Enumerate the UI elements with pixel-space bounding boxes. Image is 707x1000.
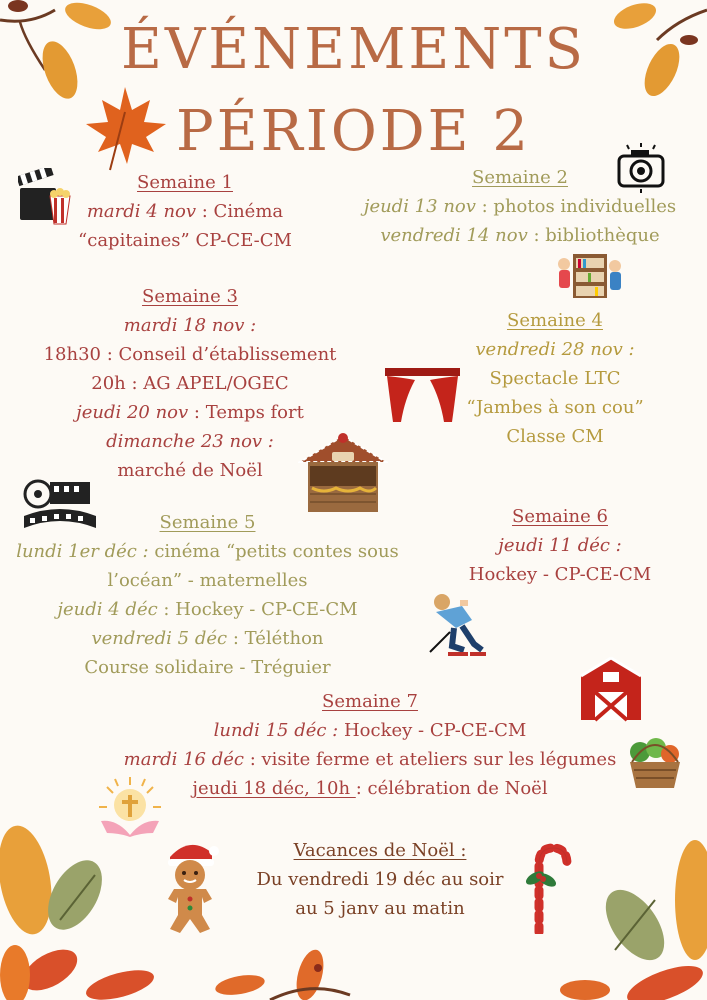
week5-line5: Course solidaire - Tréguier (84, 657, 331, 678)
week4-heading: Semaine 4 (507, 310, 603, 331)
week6-section (440, 502, 680, 589)
film-camera-icon (20, 472, 98, 532)
week6-date: jeudi 11 déc : (498, 535, 622, 556)
praying-hands-cross-icon (97, 775, 163, 841)
week7-section (115, 687, 625, 803)
holidays-line1: Du vendredi 19 déc au soir (256, 869, 504, 890)
week1-heading: Semaine 1 (137, 172, 233, 193)
page-title-line2: PÉRIODE 2 (176, 99, 531, 164)
week2-line2-event: : bibliothèque (527, 225, 660, 246)
week1-date: mardi 4 nov (86, 201, 197, 222)
week5-line4-date: vendredi 5 déc (91, 628, 228, 649)
week7-line1-date: lundi 15 déc : (213, 720, 339, 741)
gingerbread-man-icon (156, 835, 224, 935)
clapperboard-popcorn-icon (18, 168, 73, 226)
vegetable-basket-icon (626, 732, 684, 790)
week6-heading: Semaine 6 (512, 506, 608, 527)
week7-line2-date: mardi 16 déc (123, 749, 244, 770)
week5-section (5, 508, 410, 682)
christmas-market-stall-icon (298, 432, 388, 514)
week3-event3: : Temps fort (188, 402, 304, 423)
candy-cane-icon (515, 842, 575, 934)
week4-line3: Classe CM (506, 426, 604, 447)
week7-line1-event: Hockey - CP-CE-CM (338, 720, 527, 741)
week4-date: vendredi 28 nov : (475, 339, 635, 360)
week3-date2: jeudi 20 nov (76, 402, 189, 423)
week3-event4: marché de Noël (117, 460, 263, 481)
week3-heading: Semaine 3 (142, 286, 238, 307)
week3-event2: 20h : AG APEL/OGEC (91, 373, 289, 394)
children-bookshelf-icon (555, 250, 623, 302)
week5-line3-date: jeudi 4 déc (57, 599, 158, 620)
week5-line3-event: : Hockey - CP-CE-CM (157, 599, 358, 620)
week6-event: Hockey - CP-CE-CM (468, 564, 652, 585)
week7-line3-event: : célébration de Noël (355, 778, 548, 799)
week1-event-a: : Cinéma (196, 201, 284, 222)
autumn-leaves-bottom-center-icon (210, 940, 370, 1000)
week5-line1-date: lundi 1er déc : (16, 541, 149, 562)
hockey-player-icon (426, 590, 490, 660)
week4-line2: “Jambes à son cou” (466, 397, 644, 418)
week3-date1: mardi 18 nov : (123, 315, 257, 336)
holidays-heading: Vacances de Noël : (293, 840, 467, 861)
week2-line2-date: vendredi 14 nov (380, 225, 528, 246)
week1-event-b: “capitaines” CP-CE-CM (78, 230, 292, 251)
week1-section (60, 168, 310, 255)
week5-line4-event: : Téléthon (227, 628, 324, 649)
holidays-section (230, 836, 530, 923)
week2-heading: Semaine 2 (472, 167, 568, 188)
holidays-line2: au 5 janv au matin (295, 898, 465, 919)
week7-line3-date: jeudi 18 déc, 10h (192, 778, 356, 799)
red-barn-icon (577, 654, 645, 722)
week3-event1: 18h30 : Conseil d’établissement (43, 344, 337, 365)
week4-section (440, 306, 670, 451)
week2-line1-event: : photos individuelles (475, 196, 677, 217)
week4-line1: Spectacle LTC (489, 368, 621, 389)
week3-date3: dimanche 23 nov : (106, 431, 274, 452)
week5-line2: l’océan” - maternelles (107, 570, 308, 591)
week7-heading: Semaine 7 (322, 691, 418, 712)
week2-line1-date: jeudi 13 nov (363, 196, 476, 217)
autumn-leaves-bottom-left-icon (0, 820, 180, 1000)
theater-curtain-icon (385, 368, 460, 423)
week5-line1-event: cinéma “petits contes sous (148, 541, 399, 562)
autumn-leaves-bottom-right-icon (555, 840, 707, 1000)
camera-icon (615, 142, 667, 194)
week7-line2-event: : visite ferme et ateliers sur les légumes (243, 749, 617, 770)
week5-heading: Semaine 5 (159, 512, 256, 533)
page-title-line1: ÉVÉNEMENTS (120, 17, 586, 82)
